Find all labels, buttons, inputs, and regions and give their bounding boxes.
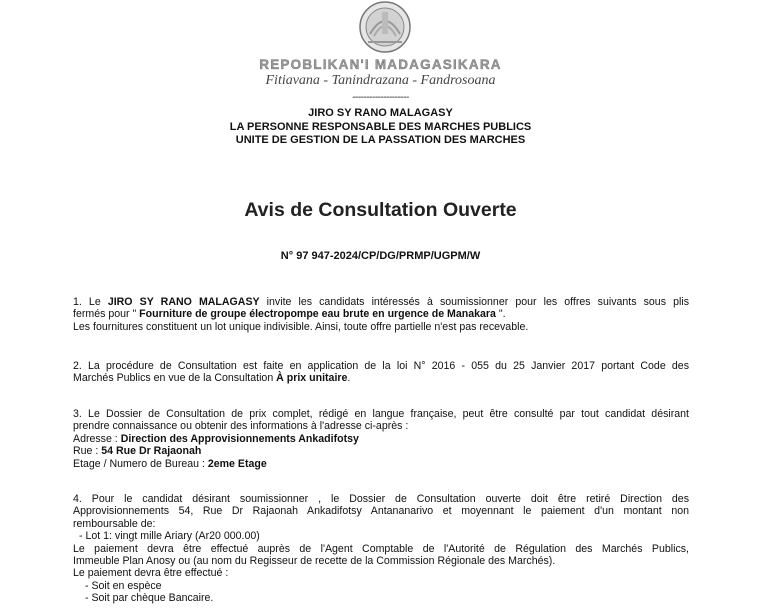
p4-line-5: Le paiement devra être effectué auprès de l'Agent Comptable de l'Autorité de Régulation des Marchés Publics,	[73, 542, 689, 555]
p4-line-3: remboursable de:	[73, 517, 156, 530]
p4-line-6: Immeuble Plan Anosy ou (au nom du Regisseur de recette de la Commission Régionale des Marchés).	[73, 555, 556, 568]
org-ugpm: UNITE DE GESTION DE LA PASSATION DES MARCHES	[235, 134, 526, 146]
p4-cheque: - Soit par chèque Bancaire.	[85, 592, 214, 605]
paragraph-4	[73, 493, 689, 605]
p3-address: Adresse : Direction des Approvisionnements Ankadifotsy	[73, 432, 359, 445]
page-title: Avis de Consultation Ouverte	[244, 199, 517, 221]
national-motto: Fitiavana - Tanindrazana - Fandrosoana	[265, 73, 496, 88]
p2-line-2: Marchés Publics en vue de la Consultation À prix unitaire.	[73, 372, 351, 385]
p4-line-2: Approvisionnements 54, Rue Dr Rajaonah Ankadifotsy Antananarivo et moyennant le paiement d'un montant non	[73, 505, 689, 518]
p1-line-1: 1. Le JIRO SY RANO MALAGASY invite les candidats intéressés à soumissionner pour les offres suivants sous plis	[73, 296, 689, 308]
p3-street: Rue : 54 Rue Dr Rajaonah	[73, 445, 202, 458]
republic-seal-icon	[354, 0, 416, 56]
p4-line-7: Le paiement devra être effectué :	[73, 567, 229, 580]
paragraph-3	[73, 408, 689, 470]
org-prmp: LA PERSONNE RESPONSABLE DES MARCHES PUBLICS	[229, 121, 532, 133]
p1-line-2: fermés pour " Fourniture de groupe électropompe eau brute en urgence de Manakara ".	[73, 308, 506, 321]
p4-line-1: 4. Pour le candidat désirant soumissionner , le Dossier de Consultation ouverte doit être retiré Direction des	[73, 493, 689, 505]
paragraph-2	[73, 360, 689, 385]
p4-cash: - Soit en espèce	[85, 579, 162, 592]
p3-line-2: prendre connaissance ou obtenir des informations à l'adresse ci-après :	[73, 420, 409, 433]
p2-line-1: 2. La procédure de Consultation est faite en application de la loi N° 2016 - 055 du 25 Janvier 2017 portant Code des	[73, 360, 689, 372]
header-separator: --------------------	[352, 92, 409, 103]
p4-lot-1: - Lot 1: vingt mille Ariary (Ar20 000.00)	[79, 530, 260, 543]
republic-name: REPOBLIKAN'I MADAGASIKARA	[259, 57, 502, 72]
p1-line-3: Les fournitures constituent un lot unique indivisible. Ainsi, toute offre partielle n'est pas recevable.	[73, 320, 529, 333]
org-name: JIRO SY RANO MALAGASY	[308, 107, 453, 119]
p3-floor: Etage / Numero de Bureau : 2eme Etage	[73, 457, 267, 470]
p3-line-1: 3. Le Dossier de Consultation de prix complet, rédigé en langue française, peut être consulté par tout candidat désirant	[73, 408, 689, 420]
reference-number: N° 97 947-2024/CP/DG/PRMP/UGPM/W	[280, 250, 481, 262]
paragraph-1	[73, 296, 689, 333]
